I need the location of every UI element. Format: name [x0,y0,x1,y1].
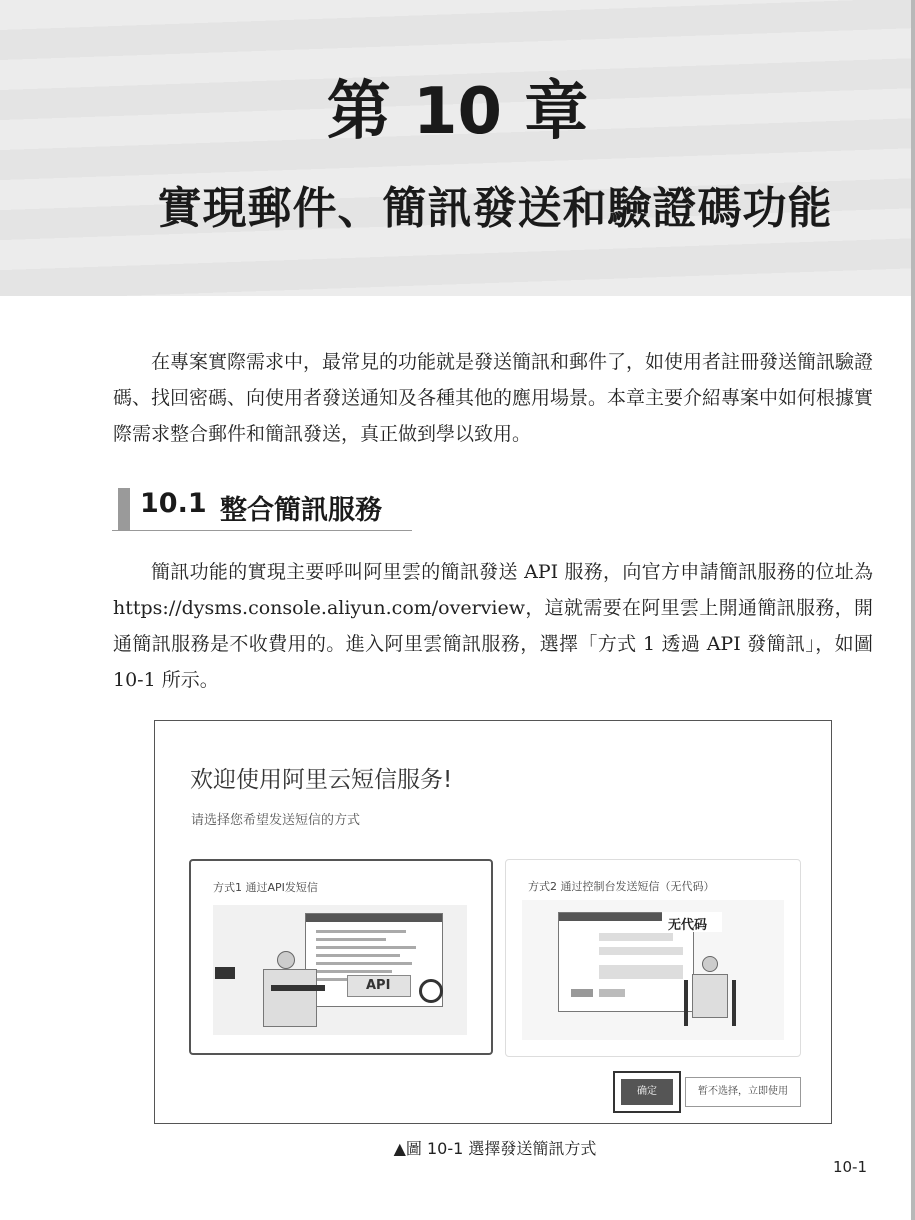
page-edge [911,0,915,1220]
section-paragraph: 簡訊功能的實現主要呼叫阿里雲的簡訊發送 API 服務，向官方申請簡訊服務的位址為 https://dysms.console.aliyun.com/overview，這就需要在阿里雲上開通簡訊服務，開通簡訊服務是不收費用的。進入阿里雲簡訊服務，選擇「方式 1 透過 API 發簡訊」，如圖 10-1 所示。 [113,561,873,691]
page-number: 10-1 [832,1158,867,1176]
api-illustration [213,905,467,1035]
figure-subheading: 请选择您希望发送短信的方式 [191,813,361,828]
option1-title: 方式1 通过API发短信 [213,881,318,894]
figure-screenshot [154,720,832,1124]
api-label-box [347,975,411,997]
option2-title: 方式2 通过控制台发送短信（无代码） [528,880,715,893]
api-badge: API [366,978,391,993]
section-heading [112,486,412,531]
figure-heading: 欢迎使用阿里云短信服务! [190,767,453,793]
confirm-button-highlight [613,1071,681,1113]
section-title: 整合簡訊服務 [220,495,382,526]
person-icon [702,956,718,972]
confirm-button[interactable]: 确定 [621,1079,673,1105]
no-code-label-box [662,912,722,932]
chapter-number: 第 10 章 [326,75,589,149]
chapter-header [0,0,915,296]
person-icon [277,951,295,969]
figure-caption: ▲圖 10-1 選擇發送簡訊方式 [393,1139,597,1158]
section-marker [118,488,130,530]
section-number: 10.1 [140,488,207,519]
clock-icon [419,979,443,1003]
intro-paragraph: 在專案實際需求中，最常見的功能就是發送簡訊和郵件了，如使用者註冊發送簡訊驗證碼、找回密碼、向使用者發送通知及各種其他的應用場景。本章主要介紹專案中如何根據實際需求整合郵件和簡訊發送，真正做到學以致用。 [113,351,874,445]
console-illustration [522,900,784,1040]
option-card-api[interactable] [189,859,493,1055]
skip-button[interactable]: 暂不选择，立即使用 [685,1077,801,1107]
chapter-title: 實現郵件、簡訊發送和驗證碼功能 [157,183,833,234]
option-card-console[interactable] [505,859,801,1057]
laptop-icon [215,967,235,979]
no-code-badge: 无代码 [668,918,708,933]
